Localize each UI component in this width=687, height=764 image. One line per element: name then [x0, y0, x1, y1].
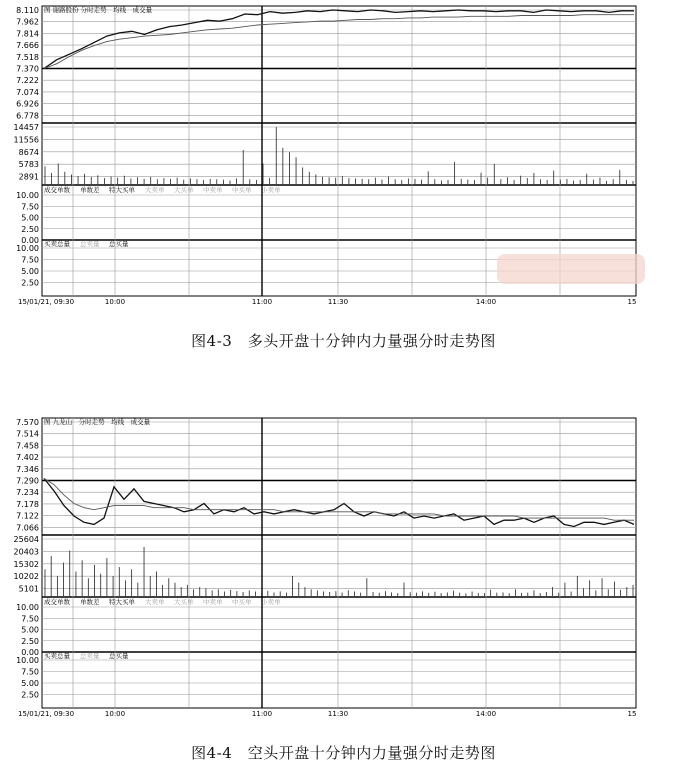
indicator-legend-label: 总买量: [109, 652, 129, 660]
time-axis-label: 14:00: [475, 710, 497, 718]
volume-tick-label: 11556: [13, 135, 39, 145]
chart-panel: [0, 0, 687, 310]
time-axis-label: 11:00: [251, 298, 273, 306]
chart-header: 图 谢路股份 分时走势 均线 成交量: [44, 6, 153, 14]
sub-tick-label: 5.00: [21, 625, 39, 635]
plot-frame: [42, 418, 636, 708]
sub-tick-label: 5.00: [21, 267, 39, 276]
indicator-legend-label: 大买单: [174, 186, 194, 194]
indicator-legend-label: 单数差: [80, 186, 100, 194]
sub-tick-label: 7.50: [21, 614, 39, 624]
volume-tick-label: 2891: [18, 172, 39, 182]
indicator-legend-label: 特大买单: [109, 598, 135, 606]
figure-caption: 图4-3 多头开盘十分钟内力量强分时走势图: [191, 332, 496, 350]
chart-panel: [0, 412, 687, 722]
price-tick-label: 7.570: [16, 418, 39, 427]
indicator-legend-label: 大买单: [174, 598, 194, 606]
indicator-legend-label: 小卖单: [261, 598, 281, 606]
volume-tick-label: 5101: [18, 584, 39, 594]
indicator-legend-label: 买卖总量: [44, 652, 70, 660]
time-axis-label: 15: [627, 710, 637, 718]
sub-tick-label: 7.50: [21, 202, 39, 212]
sub-tick-label: 2.50: [21, 690, 39, 700]
volume-tick-label: 25604: [13, 535, 39, 544]
time-axis-label: 10:00: [104, 298, 126, 306]
watermark-blur: [497, 254, 645, 284]
indicator-legend-label: 总买量: [109, 240, 129, 248]
sub-tick-label: 7.50: [21, 255, 39, 265]
price-tick-label: 8.110: [16, 6, 39, 15]
indicator-legend-label: 中卖单: [203, 186, 223, 194]
volume-tick-label: 8674: [18, 147, 39, 157]
price-tick-label: 6.926: [16, 99, 39, 109]
price-tick-label: 7.666: [16, 41, 39, 51]
sub-tick-label: 10.00: [16, 603, 39, 612]
plot-frame: [42, 6, 636, 296]
price-line: [44, 10, 634, 69]
sub-tick-label: 10.00: [16, 191, 39, 200]
price-tick-label: 7.346: [16, 464, 39, 474]
price-tick-label: 7.074: [16, 87, 39, 97]
volume-tick-label: 14457: [13, 123, 39, 132]
indicator-legend-label: 特大买单: [109, 186, 135, 194]
average-price-line: [44, 478, 634, 520]
volume-tick-label: 5783: [18, 160, 39, 170]
price-tick-label: 7.066: [16, 523, 39, 533]
time-axis-label: 11:30: [327, 298, 349, 306]
average-price-line: [44, 15, 634, 69]
price-line: [44, 478, 634, 526]
volume-tick-label: 10202: [13, 572, 39, 582]
volume-tick-label: 15302: [13, 559, 39, 569]
price-tick-label: 7.518: [16, 52, 39, 62]
time-axis-label: 14:00: [475, 298, 497, 306]
price-tick-label: 7.222: [16, 76, 39, 86]
volume-tick-label: 20403: [13, 547, 39, 557]
indicator-legend-label: 买卖总量: [44, 240, 70, 248]
indicator-legend-label: 大卖单: [145, 598, 165, 606]
time-axis-label: 15: [627, 298, 637, 306]
sub-tick-label: 2.50: [21, 224, 39, 234]
indicator-legend-label: 中卖单: [203, 598, 223, 606]
indicator-legend-label: 中买单: [232, 598, 252, 606]
price-tick-label: 7.290: [16, 476, 39, 486]
sub-tick-label: 5.00: [21, 213, 39, 223]
sub-tick-label: 5.00: [21, 679, 39, 688]
indicator-legend-label: 总卖量: [80, 652, 100, 660]
indicator-legend-label: 大卖单: [145, 186, 165, 194]
chart-header: 图 九龙山 分时走势 均线 成交量: [44, 418, 151, 426]
price-tick-label: 7.458: [16, 441, 39, 451]
sub-tick-label: 0.00: [21, 648, 39, 657]
indicator-legend-label: 单数差: [80, 598, 100, 606]
time-axis-label: 10:00: [104, 710, 126, 718]
price-tick-label: 7.514: [16, 429, 39, 439]
time-axis-label: 11:30: [327, 710, 349, 718]
time-axis-label: 15/01/21, 09:30: [18, 710, 75, 718]
indicator-legend-label: 成交单数: [44, 598, 70, 606]
sub-tick-label: 7.50: [21, 667, 39, 677]
price-tick-label: 7.234: [16, 488, 39, 498]
price-tick-label: 7.178: [16, 499, 39, 509]
sub-tick-label: 2.50: [21, 278, 39, 288]
sub-tick-label: 0.00: [21, 236, 39, 245]
price-tick-label: 7.370: [16, 64, 39, 74]
sub-tick-label: 2.50: [21, 636, 39, 646]
price-tick-label: 7.402: [16, 453, 39, 463]
indicator-legend-label: 总卖量: [80, 240, 100, 248]
price-tick-label: 7.962: [16, 17, 39, 27]
figure-caption: 图4-4 空头开盘十分钟内力量强分时走势图: [191, 744, 496, 762]
price-tick-label: 7.122: [16, 511, 39, 521]
price-tick-label: 7.814: [16, 29, 39, 39]
price-tick-label: 6.778: [16, 111, 39, 121]
indicator-legend-label: 中买单: [232, 186, 252, 194]
sub-tick-label: 10.00: [16, 656, 39, 665]
time-axis-label: 15/01/21, 09:30: [18, 298, 75, 306]
indicator-legend-label: 小卖单: [261, 186, 281, 194]
time-axis-label: 11:00: [251, 710, 273, 718]
indicator-legend-label: 成交单数: [44, 186, 70, 194]
sub-tick-label: 10.00: [16, 244, 39, 253]
